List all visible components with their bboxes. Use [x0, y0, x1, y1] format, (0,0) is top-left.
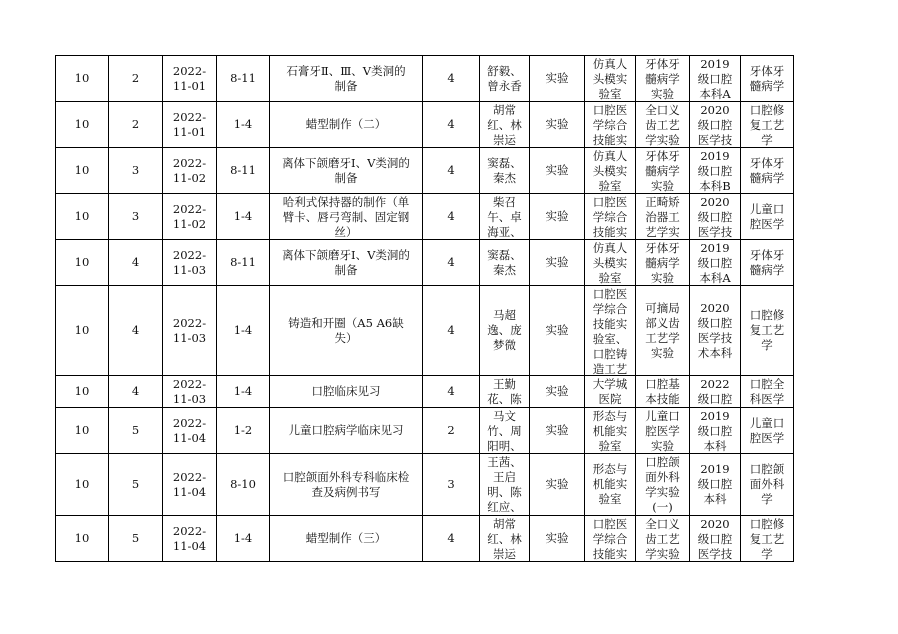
topic-cell — [270, 194, 423, 240]
hours-text: 4 — [447, 323, 455, 337]
room-text: 口腔医学综合技能实验室、口腔铸造工艺 — [592, 286, 628, 375]
course-text: 口腔颌面外科学 — [749, 462, 785, 506]
weekday-cell — [109, 56, 163, 102]
period-text: 8-11 — [230, 163, 256, 177]
lab-cell — [636, 286, 690, 376]
table-row — [56, 376, 794, 408]
course-cell — [741, 286, 794, 376]
hours-cell — [423, 516, 480, 562]
lab-text: 牙体牙髓病学实验 — [645, 56, 680, 101]
week-cell — [56, 376, 109, 408]
date-text: 2022-11-02 — [172, 155, 207, 185]
lab-cell — [636, 102, 690, 148]
period-cell — [217, 194, 270, 240]
period-cell — [217, 102, 270, 148]
period-cell — [217, 516, 270, 562]
schedule-table — [55, 55, 794, 562]
period-text: 8-11 — [230, 255, 256, 269]
room-text: 口腔医学综合技能实 — [592, 516, 628, 561]
hours-cell — [423, 56, 480, 102]
teachers-text: 窦磊、秦杰 — [487, 155, 522, 185]
period-cell — [217, 240, 270, 286]
topic-cell — [270, 516, 423, 562]
course-cell — [741, 56, 794, 102]
course-cell — [741, 102, 794, 148]
week-cell — [56, 286, 109, 376]
topic-text: 蜡型制作（二） — [305, 117, 387, 131]
weekday-text: 2 — [131, 71, 140, 85]
table-row — [56, 240, 794, 286]
week-text: 10 — [74, 384, 90, 398]
course-text: 口腔修复工艺学 — [749, 308, 785, 352]
hours-cell — [423, 286, 480, 376]
period-cell — [217, 376, 270, 408]
class-cell — [690, 516, 741, 562]
course-cell — [741, 516, 794, 562]
type-text: 实验 — [545, 423, 569, 437]
table-row — [56, 148, 794, 194]
period-cell — [217, 148, 270, 194]
course-cell — [741, 148, 794, 194]
date-cell — [163, 376, 217, 408]
course-cell — [741, 240, 794, 286]
weekday-cell — [109, 194, 163, 240]
lab-cell — [636, 408, 690, 454]
period-text: 1-4 — [233, 384, 253, 398]
date-text: 2022-11-03 — [172, 315, 207, 345]
room-cell — [585, 240, 636, 286]
week-cell — [56, 102, 109, 148]
date-cell — [163, 194, 217, 240]
teachers-cell — [480, 240, 530, 286]
lab-cell — [636, 516, 690, 562]
teachers-text: 柴召午、卓海亚、 — [487, 194, 522, 239]
class-cell — [690, 240, 741, 286]
topic-cell — [270, 148, 423, 194]
lab-cell — [636, 148, 690, 194]
course-text: 牙体牙髓病学 — [749, 155, 785, 185]
lab-text: 全口义齿工艺学实验 — [645, 516, 680, 561]
teachers-text: 舒毅、曾永香 — [487, 63, 522, 93]
weekday-text: 3 — [131, 209, 140, 223]
hours-cell — [423, 408, 480, 454]
lab-text: 可摘局部义齿工艺学实验 — [645, 300, 680, 360]
lab-cell — [636, 240, 690, 286]
date-text: 2022-11-01 — [172, 109, 207, 139]
table-row — [56, 408, 794, 454]
weekday-text: 4 — [131, 255, 140, 269]
date-cell — [163, 454, 217, 516]
week-cell — [56, 240, 109, 286]
table-row — [56, 102, 794, 148]
weekday-text: 5 — [131, 531, 140, 545]
week-text: 10 — [74, 531, 90, 545]
topic-cell — [270, 102, 423, 148]
weekday-cell — [109, 408, 163, 454]
week-text: 10 — [74, 117, 90, 131]
type-text: 实验 — [545, 209, 569, 223]
course-cell — [741, 194, 794, 240]
lab-text: 牙体牙髓病学实验 — [645, 240, 680, 285]
weekday-cell — [109, 102, 163, 148]
date-cell — [163, 148, 217, 194]
teachers-text: 马文竹、周阳明、 — [487, 408, 522, 453]
week-text: 10 — [74, 423, 90, 437]
weekday-text: 4 — [131, 323, 140, 337]
hours-cell — [423, 148, 480, 194]
course-cell — [741, 454, 794, 516]
teachers-cell — [480, 194, 530, 240]
lab-text: 牙体牙髓病学实验 — [645, 148, 680, 193]
table-row — [56, 286, 794, 376]
type-text: 实验 — [545, 477, 569, 491]
room-cell — [585, 194, 636, 240]
topic-cell — [270, 286, 423, 376]
hours-text: 3 — [447, 477, 455, 491]
type-text: 实验 — [545, 163, 569, 177]
week-text: 10 — [74, 209, 90, 223]
class-cell — [690, 286, 741, 376]
lab-text: 口腔基本技能 — [645, 376, 680, 406]
class-cell — [690, 454, 741, 516]
date-text: 2022-11-01 — [172, 63, 207, 93]
weekday-cell — [109, 516, 163, 562]
period-text: 1-4 — [233, 209, 253, 223]
hours-text: 4 — [447, 384, 455, 398]
lab-text: 正畸矫治器工艺学实 — [645, 194, 680, 239]
weekday-text: 5 — [131, 423, 140, 437]
room-cell — [585, 516, 636, 562]
room-text: 仿真人头模实验室 — [592, 148, 628, 193]
period-text: 8-10 — [230, 477, 256, 491]
topic-text: 儿童口腔病学临床见习 — [288, 423, 404, 437]
period-text: 1-2 — [233, 423, 253, 437]
class-text: 2019级口腔本科A — [697, 240, 733, 285]
room-cell — [585, 102, 636, 148]
type-text: 实验 — [545, 531, 569, 545]
topic-text: 离体下颌磨牙Ⅰ、Ⅴ类洞的制备 — [282, 247, 410, 277]
table-row — [56, 516, 794, 562]
type-cell — [530, 408, 585, 454]
class-cell — [690, 194, 741, 240]
teachers-cell — [480, 376, 530, 408]
table-row — [56, 56, 794, 102]
class-text: 2019级口腔本科B — [697, 148, 733, 193]
teachers-cell — [480, 454, 530, 516]
date-text: 2022-11-03 — [172, 247, 207, 277]
room-cell — [585, 286, 636, 376]
type-cell — [530, 454, 585, 516]
teachers-text: 马超逸、庞梦微 — [487, 308, 522, 352]
lab-cell — [636, 194, 690, 240]
topic-text: 口腔临床见习 — [311, 384, 381, 398]
date-text: 2022-11-03 — [172, 376, 207, 406]
week-cell — [56, 148, 109, 194]
course-text: 儿童口腔医学 — [749, 415, 785, 445]
teachers-text: 王茜、王启明、陈红应、 — [487, 454, 522, 514]
hours-text: 4 — [447, 209, 455, 223]
weekday-text: 3 — [131, 163, 140, 177]
period-cell — [217, 408, 270, 454]
week-cell — [56, 408, 109, 454]
week-text: 10 — [74, 163, 90, 177]
period-text: 1-4 — [233, 531, 253, 545]
room-text: 口腔医学综合技能实 — [592, 102, 628, 147]
week-cell — [56, 516, 109, 562]
teachers-text: 王勤花、陈 — [487, 376, 522, 406]
week-cell — [56, 56, 109, 102]
week-text: 10 — [74, 477, 90, 491]
hours-text: 4 — [447, 163, 455, 177]
teachers-cell — [480, 286, 530, 376]
date-text: 2022-11-02 — [172, 201, 207, 231]
date-cell — [163, 56, 217, 102]
course-text: 口腔全科医学 — [749, 376, 785, 406]
class-text: 2019级口腔本科 — [697, 462, 733, 506]
hours-text: 2 — [447, 423, 455, 437]
period-cell — [217, 286, 270, 376]
room-text: 形态与机能实验室 — [592, 462, 628, 506]
type-cell — [530, 376, 585, 408]
hours-cell — [423, 194, 480, 240]
hours-text: 4 — [447, 255, 455, 269]
hours-cell — [423, 102, 480, 148]
date-text: 2022-11-04 — [172, 523, 207, 553]
teachers-text: 窦磊、秦杰 — [487, 247, 522, 277]
type-cell — [530, 194, 585, 240]
room-cell — [585, 56, 636, 102]
hours-cell — [423, 376, 480, 408]
topic-text: 铸造和开圈（A5 A6缺失） — [288, 315, 404, 345]
weekday-cell — [109, 376, 163, 408]
topic-cell — [270, 454, 423, 516]
weekday-text: 4 — [131, 384, 140, 398]
teachers-cell — [480, 516, 530, 562]
room-text: 仿真人头模实验室 — [592, 240, 628, 285]
weekday-cell — [109, 240, 163, 286]
type-cell — [530, 56, 585, 102]
class-cell — [690, 148, 741, 194]
room-cell — [585, 408, 636, 454]
course-text: 儿童口腔医学 — [749, 201, 785, 231]
room-cell — [585, 454, 636, 516]
topic-text: 哈利式保持器的制作（单臂卡、唇弓弯制、固定钢丝） — [282, 194, 410, 239]
lab-cell — [636, 454, 690, 516]
class-text: 2022级口腔 — [697, 376, 733, 406]
topic-text: 离体下颌磨牙Ⅰ、Ⅴ类洞的制备 — [282, 155, 410, 185]
weekday-cell — [109, 454, 163, 516]
weekday-cell — [109, 148, 163, 194]
topic-text: 口腔颌面外科专科临床检查及病例书写 — [282, 469, 410, 499]
type-text: 实验 — [545, 71, 569, 85]
hours-cell — [423, 454, 480, 516]
course-text: 口腔修复工艺学 — [749, 516, 785, 561]
class-text: 2020级口腔医学技 — [697, 102, 733, 147]
date-cell — [163, 102, 217, 148]
type-text: 实验 — [545, 255, 569, 269]
topic-cell — [270, 408, 423, 454]
class-cell — [690, 56, 741, 102]
table-row — [56, 454, 794, 516]
type-text: 实验 — [545, 323, 569, 337]
class-cell — [690, 408, 741, 454]
week-text: 10 — [74, 323, 90, 337]
course-cell — [741, 408, 794, 454]
type-cell — [530, 516, 585, 562]
hours-cell — [423, 240, 480, 286]
topic-text: 石膏牙Ⅱ、Ⅲ、Ⅴ类洞的制备 — [286, 63, 406, 93]
lab-cell — [636, 376, 690, 408]
room-text: 仿真人头模实验室 — [592, 56, 628, 101]
weekday-cell — [109, 286, 163, 376]
hours-text: 4 — [447, 531, 455, 545]
schedule-body — [56, 56, 794, 562]
teachers-cell — [480, 408, 530, 454]
room-text: 形态与机能实验室 — [592, 408, 628, 453]
table-row — [56, 194, 794, 240]
teachers-cell — [480, 102, 530, 148]
period-cell — [217, 56, 270, 102]
type-text: 实验 — [545, 384, 569, 398]
topic-cell — [270, 376, 423, 408]
week-cell — [56, 194, 109, 240]
period-text: 8-11 — [230, 71, 256, 85]
weekday-text: 2 — [131, 117, 140, 131]
course-cell — [741, 376, 794, 408]
hours-text: 4 — [447, 117, 455, 131]
topic-text: 蜡型制作（三） — [305, 531, 387, 545]
date-cell — [163, 516, 217, 562]
class-text: 2020级口腔医学技 — [697, 194, 733, 239]
hours-text: 4 — [447, 71, 455, 85]
class-text: 2020级口腔医学技术本科 — [697, 300, 733, 360]
topic-cell — [270, 56, 423, 102]
type-cell — [530, 102, 585, 148]
topic-cell — [270, 240, 423, 286]
class-cell — [690, 376, 741, 408]
course-text: 口腔修复工艺学 — [749, 102, 785, 147]
course-text: 牙体牙髓病学 — [749, 247, 785, 277]
class-text: 2019级口腔本科 — [697, 408, 733, 453]
type-cell — [530, 286, 585, 376]
type-cell — [530, 148, 585, 194]
teachers-text: 胡常红、林崇运 — [487, 102, 522, 147]
room-cell — [585, 148, 636, 194]
period-text: 1-4 — [233, 117, 253, 131]
date-text: 2022-11-04 — [172, 415, 207, 445]
weekday-text: 5 — [131, 477, 140, 491]
period-cell — [217, 454, 270, 516]
date-cell — [163, 240, 217, 286]
class-text: 2019级口腔本科A — [697, 56, 733, 101]
lab-text: 全口义齿工艺学实验 — [645, 102, 680, 147]
teachers-cell — [480, 56, 530, 102]
lab-cell — [636, 56, 690, 102]
teachers-cell — [480, 148, 530, 194]
week-text: 10 — [74, 71, 90, 85]
week-text: 10 — [74, 255, 90, 269]
class-cell — [690, 102, 741, 148]
week-cell — [56, 454, 109, 516]
room-text: 口腔医学综合技能实 — [592, 194, 628, 239]
period-text: 1-4 — [233, 323, 253, 337]
room-text: 大学城医院 — [592, 376, 628, 406]
lab-text: 儿童口腔医学实验 — [645, 408, 680, 453]
date-text: 2022-11-04 — [172, 469, 207, 499]
date-cell — [163, 286, 217, 376]
date-cell — [163, 408, 217, 454]
teachers-text: 胡常红、林崇运 — [487, 516, 522, 561]
course-text: 牙体牙髓病学 — [749, 63, 785, 93]
lab-text: 口腔颌面外科学实验(一) — [645, 454, 680, 514]
class-text: 2020级口腔医学技 — [697, 516, 733, 561]
type-text: 实验 — [545, 117, 569, 131]
room-cell — [585, 376, 636, 408]
type-cell — [530, 240, 585, 286]
